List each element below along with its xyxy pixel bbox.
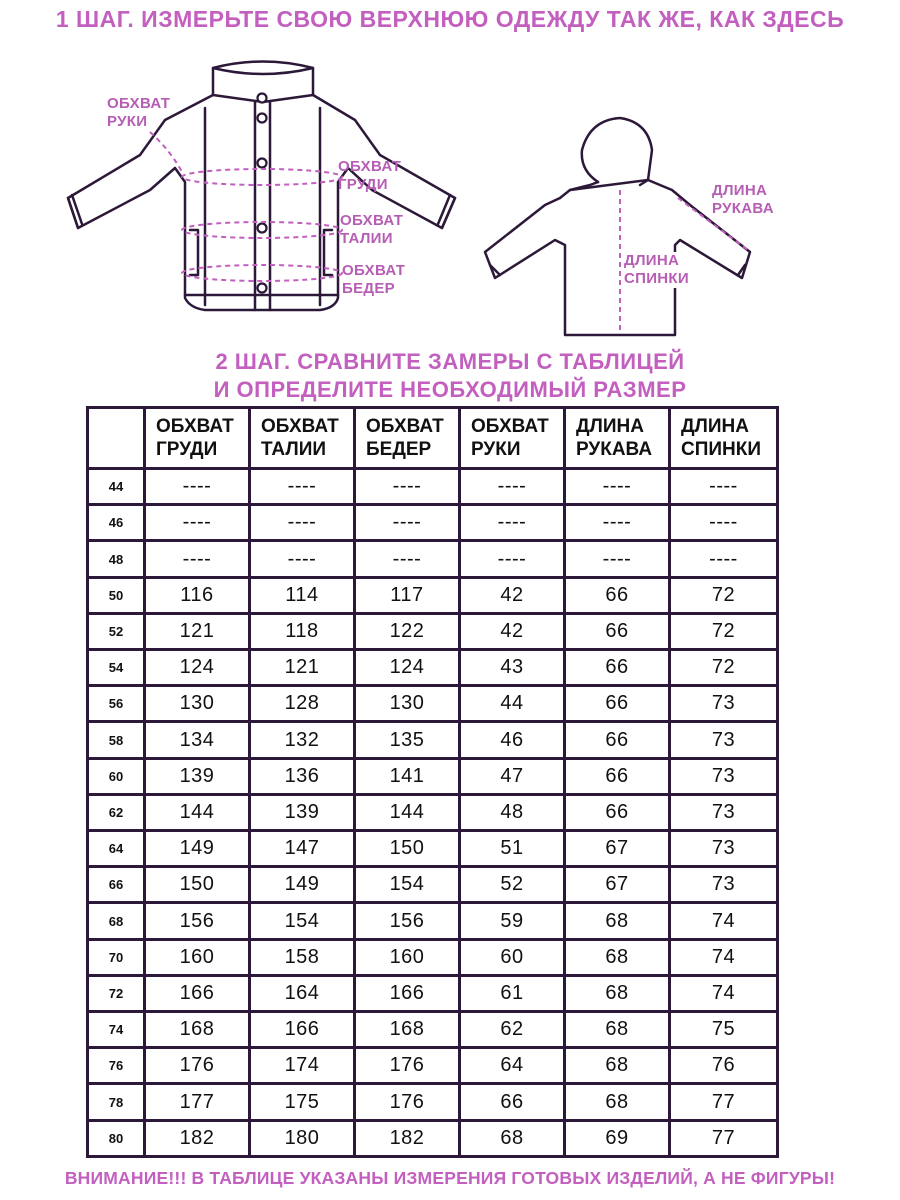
- value-cell: 67: [565, 867, 670, 903]
- value-cell: 122: [355, 613, 460, 649]
- size-table: [86, 406, 779, 1158]
- size-cell: 54: [88, 650, 145, 686]
- value-cell: 66: [460, 1084, 565, 1120]
- value-cell: 139: [250, 794, 355, 830]
- size-cell: 62: [88, 794, 145, 830]
- back-jacket-drawing: [485, 118, 750, 335]
- header-empty: [88, 408, 145, 469]
- value-cell: 124: [145, 650, 250, 686]
- value-cell: 176: [145, 1048, 250, 1084]
- table-row: [88, 1012, 778, 1048]
- value-cell: 51: [460, 831, 565, 867]
- table-row: [88, 1120, 778, 1156]
- value-cell: 68: [565, 939, 670, 975]
- value-cell: ----: [250, 469, 355, 505]
- size-cell: 48: [88, 541, 145, 577]
- label-arm: ОБХВАТ РУКИ: [107, 95, 171, 130]
- size-cell: 64: [88, 831, 145, 867]
- value-cell: 160: [145, 939, 250, 975]
- value-cell: ----: [355, 469, 460, 505]
- table-row: [88, 613, 778, 649]
- value-cell: 66: [565, 722, 670, 758]
- table-row: [88, 831, 778, 867]
- value-cell: 73: [670, 686, 778, 722]
- value-cell: 72: [670, 613, 778, 649]
- value-cell: 73: [670, 722, 778, 758]
- value-cell: 130: [145, 686, 250, 722]
- value-cell: 177: [145, 1084, 250, 1120]
- value-cell: 116: [145, 577, 250, 613]
- value-cell: 150: [355, 831, 460, 867]
- table-row: [88, 541, 778, 577]
- step2-title: 2 ШАГ. СРАВНИТЕ ЗАМЕРЫ С ТАБЛИЦЕЙ И ОПРЕДЕЛИТЕ НЕОБХОДИМЫЙ РАЗМЕР: [213, 349, 687, 402]
- value-cell: 66: [565, 613, 670, 649]
- value-cell: 74: [670, 903, 778, 939]
- size-cell: 74: [88, 1012, 145, 1048]
- value-cell: 149: [145, 831, 250, 867]
- value-cell: 176: [355, 1084, 460, 1120]
- value-cell: ----: [460, 505, 565, 541]
- value-cell: 180: [250, 1120, 355, 1156]
- measurement-illustration: [0, 50, 900, 350]
- value-cell: ----: [565, 505, 670, 541]
- label-chest: ОБХВАТ ГРУДИ: [338, 158, 402, 193]
- value-cell: 175: [250, 1084, 355, 1120]
- value-cell: 60: [460, 939, 565, 975]
- header-waist: ОБХВАТ ТАЛИИ: [250, 408, 355, 469]
- value-cell: 121: [145, 613, 250, 649]
- table-row: [88, 577, 778, 613]
- table-row: [88, 469, 778, 505]
- header-hips: ОБХВАТ БЕДЕР: [355, 408, 460, 469]
- value-cell: 68: [565, 975, 670, 1011]
- value-cell: 135: [355, 722, 460, 758]
- value-cell: 76: [670, 1048, 778, 1084]
- value-cell: 132: [250, 722, 355, 758]
- size-cell: 66: [88, 867, 145, 903]
- front-measure-lines: [150, 132, 342, 281]
- value-cell: 62: [460, 1012, 565, 1048]
- value-cell: ----: [460, 469, 565, 505]
- value-cell: 61: [460, 975, 565, 1011]
- label-sleeve: ДЛИНА РУКАВА: [712, 182, 774, 217]
- value-cell: 166: [355, 975, 460, 1011]
- size-cell: 72: [88, 975, 145, 1011]
- value-cell: ----: [145, 505, 250, 541]
- value-cell: 156: [145, 903, 250, 939]
- value-cell: ----: [670, 469, 778, 505]
- step1-title: 1 ШАГ. ИЗМЕРЬТЕ СВОЮ ВЕРХНЮЮ ОДЕЖДУ ТАК ЖЕ, КАК ЗДЕСЬ: [55, 6, 845, 32]
- table-row: [88, 975, 778, 1011]
- table-body: [88, 469, 778, 1157]
- value-cell: 72: [670, 650, 778, 686]
- value-cell: 72: [670, 577, 778, 613]
- size-cell: 78: [88, 1084, 145, 1120]
- label-hips: ОБХВАТ БЕДЕР: [342, 262, 406, 297]
- value-cell: 68: [565, 1084, 670, 1120]
- value-cell: 66: [565, 794, 670, 830]
- value-cell: 59: [460, 903, 565, 939]
- value-cell: ----: [670, 505, 778, 541]
- value-cell: 150: [145, 867, 250, 903]
- value-cell: 121: [250, 650, 355, 686]
- value-cell: 147: [250, 831, 355, 867]
- value-cell: 52: [460, 867, 565, 903]
- size-cell: 68: [88, 903, 145, 939]
- value-cell: 64: [460, 1048, 565, 1084]
- value-cell: 134: [145, 722, 250, 758]
- table-row: [88, 903, 778, 939]
- size-cell: 56: [88, 686, 145, 722]
- table-row: [88, 1084, 778, 1120]
- value-cell: ----: [250, 505, 355, 541]
- table-header-row: [88, 408, 778, 469]
- table-row: [88, 1048, 778, 1084]
- value-cell: 66: [565, 650, 670, 686]
- table-row: [88, 867, 778, 903]
- header-sleeve: ДЛИНА РУКАВА: [565, 408, 670, 469]
- value-cell: 136: [250, 758, 355, 794]
- size-cell: 46: [88, 505, 145, 541]
- value-cell: 144: [145, 794, 250, 830]
- value-cell: 47: [460, 758, 565, 794]
- value-cell: 73: [670, 867, 778, 903]
- header-chest: ОБХВАТ ГРУДИ: [145, 408, 250, 469]
- value-cell: ----: [565, 541, 670, 577]
- header-back: ДЛИНА СПИНКИ: [670, 408, 778, 469]
- value-cell: 141: [355, 758, 460, 794]
- value-cell: 124: [355, 650, 460, 686]
- size-cell: 44: [88, 469, 145, 505]
- warning-note: ВНИМАНИЕ!!! В ТАБЛИЦЕ УКАЗАНЫ ИЗМЕРЕНИЯ ГОТОВЫХ ИЗДЕЛИЙ, А НЕ ФИГУРЫ!: [64, 1168, 836, 1188]
- value-cell: 154: [250, 903, 355, 939]
- value-cell: 168: [355, 1012, 460, 1048]
- table-row: [88, 794, 778, 830]
- value-cell: 73: [670, 758, 778, 794]
- value-cell: 144: [355, 794, 460, 830]
- value-cell: 77: [670, 1120, 778, 1156]
- table-row: [88, 505, 778, 541]
- value-cell: 66: [565, 577, 670, 613]
- value-cell: 166: [250, 1012, 355, 1048]
- value-cell: ----: [145, 469, 250, 505]
- value-cell: 166: [145, 975, 250, 1011]
- size-cell: 52: [88, 613, 145, 649]
- size-cell: 70: [88, 939, 145, 975]
- value-cell: 182: [355, 1120, 460, 1156]
- header-arm: ОБХВАТ РУКИ: [460, 408, 565, 469]
- value-cell: ----: [145, 541, 250, 577]
- label-back: ДЛИНА СПИНКИ: [624, 252, 689, 287]
- value-cell: 164: [250, 975, 355, 1011]
- value-cell: 68: [565, 1012, 670, 1048]
- value-cell: ----: [565, 469, 670, 505]
- front-buttons: [258, 94, 267, 293]
- value-cell: ----: [250, 541, 355, 577]
- value-cell: 77: [670, 1084, 778, 1120]
- value-cell: ----: [460, 541, 565, 577]
- value-cell: 43: [460, 650, 565, 686]
- table-row: [88, 758, 778, 794]
- value-cell: 128: [250, 686, 355, 722]
- size-cell: 50: [88, 577, 145, 613]
- table-row: [88, 686, 778, 722]
- value-cell: 176: [355, 1048, 460, 1084]
- value-cell: 130: [355, 686, 460, 722]
- value-cell: 74: [670, 975, 778, 1011]
- value-cell: 158: [250, 939, 355, 975]
- value-cell: 73: [670, 831, 778, 867]
- value-cell: 118: [250, 613, 355, 649]
- size-cell: 58: [88, 722, 145, 758]
- value-cell: 46: [460, 722, 565, 758]
- value-cell: 156: [355, 903, 460, 939]
- value-cell: 182: [145, 1120, 250, 1156]
- table-row: [88, 722, 778, 758]
- value-cell: ----: [670, 541, 778, 577]
- value-cell: 139: [145, 758, 250, 794]
- value-cell: ----: [355, 505, 460, 541]
- value-cell: 68: [565, 1048, 670, 1084]
- table-row: [88, 939, 778, 975]
- value-cell: 117: [355, 577, 460, 613]
- value-cell: 42: [460, 613, 565, 649]
- size-cell: 76: [88, 1048, 145, 1084]
- value-cell: 68: [460, 1120, 565, 1156]
- value-cell: 160: [355, 939, 460, 975]
- table-row: [88, 650, 778, 686]
- value-cell: 73: [670, 794, 778, 830]
- value-cell: 114: [250, 577, 355, 613]
- value-cell: 149: [250, 867, 355, 903]
- value-cell: 69: [565, 1120, 670, 1156]
- value-cell: 68: [565, 903, 670, 939]
- size-cell: 60: [88, 758, 145, 794]
- value-cell: 48: [460, 794, 565, 830]
- value-cell: 66: [565, 686, 670, 722]
- value-cell: ----: [355, 541, 460, 577]
- value-cell: 44: [460, 686, 565, 722]
- value-cell: 67: [565, 831, 670, 867]
- value-cell: 168: [145, 1012, 250, 1048]
- value-cell: 74: [670, 939, 778, 975]
- value-cell: 75: [670, 1012, 778, 1048]
- value-cell: 42: [460, 577, 565, 613]
- value-cell: 66: [565, 758, 670, 794]
- size-cell: 80: [88, 1120, 145, 1156]
- label-waist: ОБХВАТ ТАЛИИ: [340, 212, 404, 247]
- value-cell: 154: [355, 867, 460, 903]
- value-cell: 174: [250, 1048, 355, 1084]
